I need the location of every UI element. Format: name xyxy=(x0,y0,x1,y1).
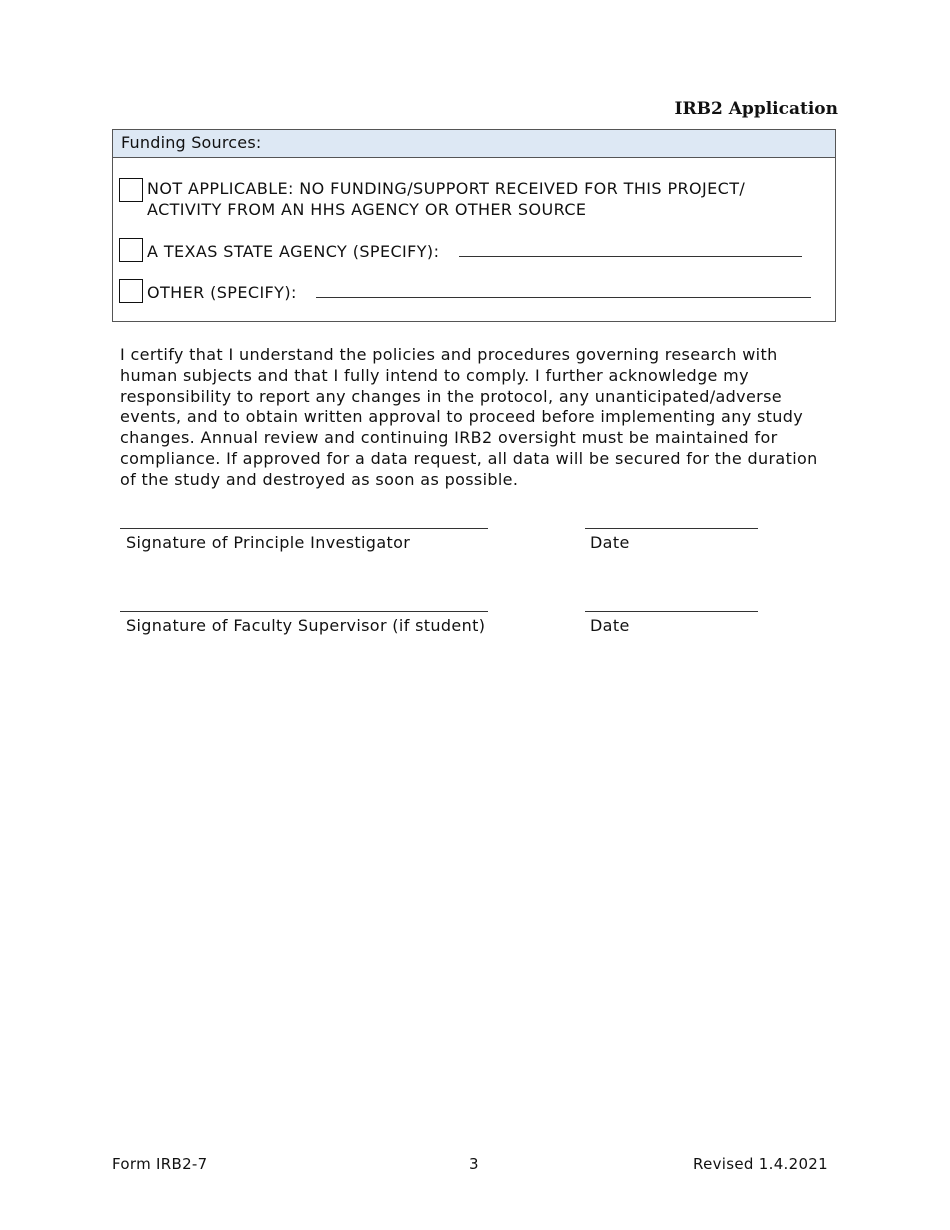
certification-statement: I certify that I understand the policies and procedures governing research with human subjects and that I fully intend to comply. I further acknowledge my responsibility to report any changes in the protocol, any unanticipated/adverse events, and to obtain written approval to proceed before implementing any study changes. Annual review and continuing IRB2 oversight must be maintained for compliance. If approved for a data request, all data will be secured for the duration of the study and destroyed as soon as possible. xyxy=(120,345,818,489)
texas-state-agency-label: A TEXAS STATE AGENCY (SPECIFY): xyxy=(147,242,440,261)
footer-revised-date: Revised 1.4.2021 xyxy=(693,1155,828,1173)
faculty-supervisor-date-label: Date xyxy=(590,616,630,635)
funding-sources-section xyxy=(112,129,836,322)
not-applicable-label xyxy=(147,178,745,220)
texas-state-agency-checkbox[interactable] xyxy=(119,238,143,262)
page-title: IRB2 Application xyxy=(674,99,838,119)
not-applicable-checkbox[interactable] xyxy=(119,178,143,202)
funding-option-other xyxy=(119,279,811,303)
not-applicable-label-line2: ACTIVITY FROM AN HHS AGENCY OR OTHER SOURCE xyxy=(147,200,587,219)
principal-investigator-signature-line[interactable] xyxy=(120,528,488,529)
principal-investigator-signature-label: Signature of Principle Investigator xyxy=(126,533,411,552)
other-label: OTHER (SPECIFY): xyxy=(147,283,297,302)
not-applicable-label-line1: NOT APPLICABLE: NO FUNDING/SUPPORT RECEIVED FOR THIS PROJECT/ xyxy=(147,179,746,198)
other-checkbox[interactable] xyxy=(119,279,143,303)
funding-option-texas-state-agency xyxy=(119,238,802,262)
funding-sources-heading: Funding Sources: xyxy=(113,130,835,158)
faculty-supervisor-signature-label: Signature of Faculty Supervisor (if student) xyxy=(126,616,486,635)
footer-page-number: 3 xyxy=(469,1155,479,1173)
principal-investigator-date-line[interactable] xyxy=(585,528,758,529)
faculty-supervisor-date-line[interactable] xyxy=(585,611,758,612)
texas-state-agency-specify-field[interactable] xyxy=(459,242,802,257)
funding-option-not-applicable xyxy=(119,178,745,220)
footer-form-number: Form IRB2-7 xyxy=(112,1155,208,1173)
principal-investigator-date-label: Date xyxy=(590,533,630,552)
faculty-supervisor-signature-line[interactable] xyxy=(120,611,488,612)
other-specify-field[interactable] xyxy=(316,283,811,298)
